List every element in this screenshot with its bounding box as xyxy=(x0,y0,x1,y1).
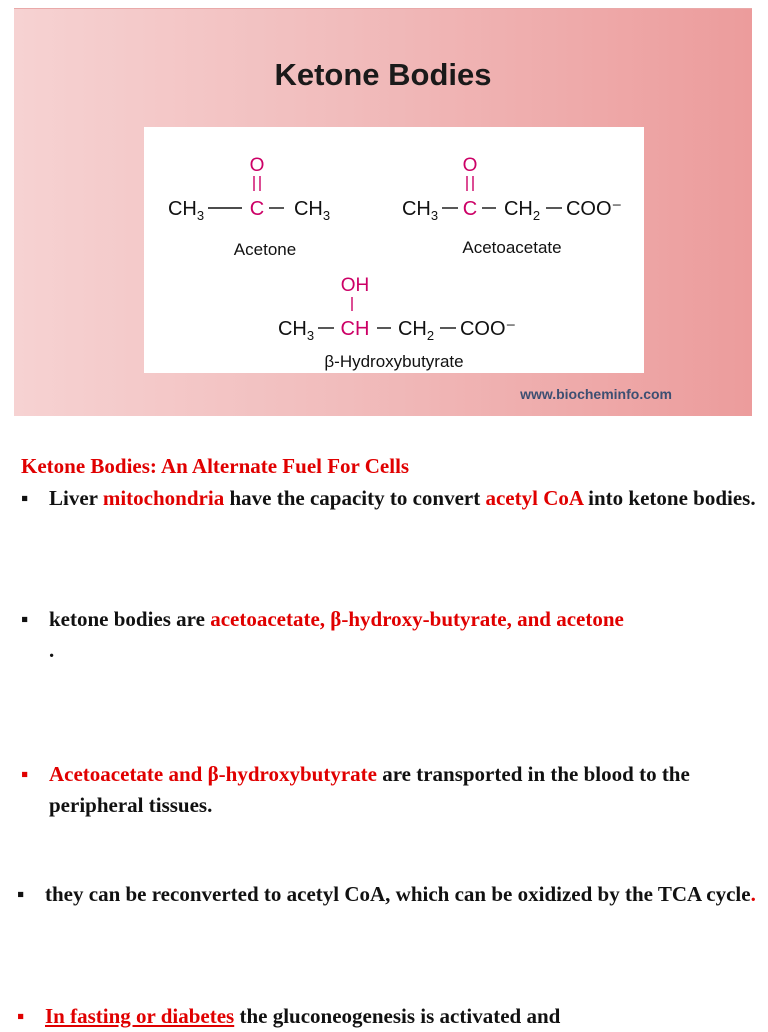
acetoacetate-oxygen: O xyxy=(462,155,478,176)
bullet-marker: ▪ xyxy=(21,607,29,631)
acetone-right-group: $CH_3$ xyxy=(293,198,331,223)
bullet-text: In fasting or diabetes the gluconeogenesis is activated and xyxy=(45,1004,561,1028)
hydroxybutyrate-ch: CH xyxy=(340,318,370,340)
acetone-carbon: C xyxy=(249,198,265,220)
bullet-item xyxy=(17,879,761,910)
hydroxybutyrate-middle-group: $CH_2$ xyxy=(397,318,435,343)
svg-text:CH3 xyxy=(168,198,204,223)
bullet-text: ketone bodies are acetoacetate, β-hydroxy-butyrate, and acetone . xyxy=(49,607,624,662)
bullet-marker: ▪ xyxy=(17,882,25,906)
acetoacetate-structure xyxy=(402,155,622,257)
svg-text:CH3 xyxy=(402,198,438,223)
acetone-left-group: $CH_3$ xyxy=(167,198,205,223)
acetoacetate-left-group: $CH_3$ xyxy=(401,198,439,223)
acetone-structure xyxy=(168,155,330,259)
structures-panel xyxy=(144,127,644,373)
acetoacetate-carbon: C xyxy=(462,198,478,220)
source-website: www.biocheminfo.com xyxy=(520,386,672,402)
section-heading: Ketone Bodies: An Alternate Fuel For Cells xyxy=(21,454,410,478)
hydroxybutyrate-hydroxyl: OH xyxy=(340,275,370,296)
bullet-text: Liver mitochondria have the capacity to convert acetyl CoA into ketone bodies. xyxy=(49,486,756,510)
hydroxybutyrate-left-group: $CH_3$ xyxy=(277,318,315,343)
hydroxybutyrate-carboxylate: COO⁻ xyxy=(459,318,517,340)
acetoacetate-name: Acetoacetate xyxy=(462,238,562,257)
structures-diagram xyxy=(144,127,644,373)
banner-title: Ketone Bodies xyxy=(274,57,492,92)
bullet-item xyxy=(21,483,761,514)
acetone-oxygen: O xyxy=(249,155,265,176)
bullet-marker: ▪ xyxy=(21,762,29,786)
ketone-bodies-banner xyxy=(14,8,752,416)
acetoacetate-middle-group: $CH_2$ xyxy=(503,198,541,223)
bullet-item xyxy=(21,759,761,821)
acetone-name: Acetone xyxy=(233,240,297,259)
bullet-marker: ▪ xyxy=(21,486,29,510)
svg-text:CH2 xyxy=(398,318,434,343)
svg-text:CH2 xyxy=(504,198,540,223)
bullet-item xyxy=(21,604,761,666)
bullet-text: Acetoacetate and β-hydroxybutyrate are transported in the blood to the peripheral tissues. xyxy=(49,762,690,817)
acetoacetate-carboxylate: COO⁻ xyxy=(565,198,623,220)
svg-text:CH3 xyxy=(278,318,314,343)
svg-text:CH3 xyxy=(294,198,330,223)
hydroxybutyrate-structure xyxy=(278,275,516,371)
hydroxybutyrate-name: β-Hydroxybutyrate xyxy=(324,352,464,371)
bullet-marker: ▪ xyxy=(17,1004,25,1028)
bullet-text: they can be reconverted to acetyl CoA, which can be oxidized by the TCA cycle. xyxy=(45,882,756,906)
bullet-item xyxy=(17,1001,761,1032)
